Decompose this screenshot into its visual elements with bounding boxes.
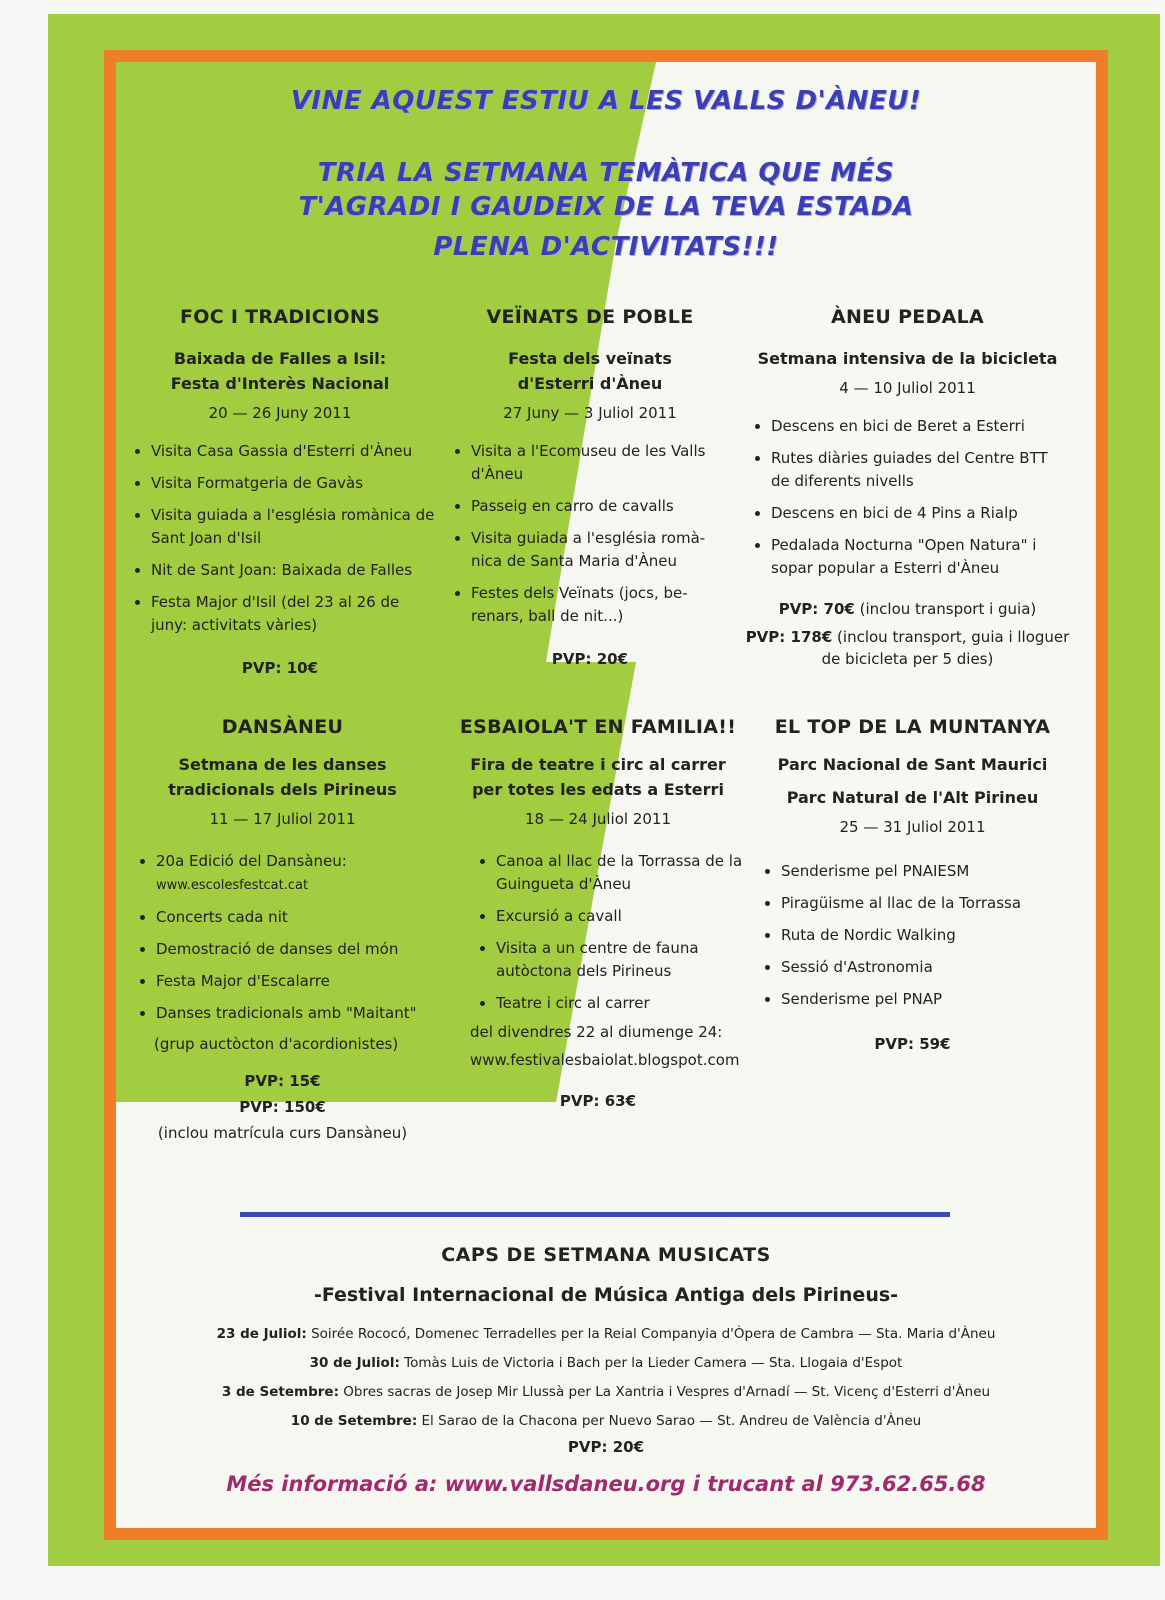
event-row — [116, 1378, 1096, 1407]
week-subtitle: Parc Natural de l'Alt Pirineu — [786, 788, 1039, 807]
list-item: • Danses tradicionals amb "Maitant" — [156, 1002, 435, 1025]
list-item: • Descens en bici de 4 Pins a Rialp — [771, 502, 1070, 525]
activity-list — [130, 850, 435, 1025]
list-item: • Festa Major d'Isil (del 23 al 26 de juny: activitats vàries) — [151, 591, 435, 637]
week-subtitle: Festa d'Interès Nacional — [170, 374, 390, 393]
week-aneu-pedala — [745, 306, 1070, 670]
event-text: Tomàs Luis de Victoria i Bach per la Lieder Camera — Sta. Llogaia d'Espot — [404, 1355, 903, 1371]
list-item: • Visita Casa Gassia d'Esterri d'Àneu — [151, 440, 435, 463]
event-text: El Sarao de la Chacona per Nuevo Sarao — St. Andreu de València d'Àneu — [421, 1413, 922, 1429]
section-heading: CAPS DE SETMANA MUSICATS — [441, 1244, 771, 1266]
headline-line-4: PLENA D'ACTIVITATS!!! — [433, 232, 779, 262]
price: PVP: 20€ — [567, 1438, 645, 1456]
week-subtitle: Festa dels veïnats — [508, 349, 672, 368]
section-subtitle: -Festival Internacional de Música Antiga dels Pirineus- — [313, 1284, 899, 1306]
price: PVP: 59€ — [874, 1035, 951, 1053]
event-date: 23 de Juliol: — [216, 1326, 307, 1342]
headline-line-1: VINE AQUEST ESTIU A LES VALLS D'ÀNEU! — [290, 86, 922, 116]
list-item: • Demostració de danses del món — [156, 938, 435, 961]
price: PVP: 15€ — [244, 1072, 321, 1090]
list-item: • Visita Formatgeria de Gavàs — [151, 472, 435, 495]
week-date: 11 — 17 Juliol 2011 — [209, 810, 356, 828]
list-item: • Festes dels Veïnats (jocs, be-renars, ball de nit...) — [471, 582, 735, 628]
week-subtitle: per totes les edats a Esterri — [472, 780, 724, 799]
week-veinats-de-poble — [445, 306, 735, 668]
section-divider — [240, 1212, 950, 1217]
event-date: 10 de Setembre: — [290, 1413, 418, 1429]
event-text: Obres sacras de Josep Mir Llussà per La Xantria i Vespres d'Arnadí — St. Vicenç d'Esterri d'Àneu — [343, 1384, 991, 1400]
week-heading: EL TOP DE LA MUNTANYA — [774, 716, 1051, 738]
week-subtitle: Fira de teatre i circ al carrer — [470, 755, 726, 774]
activity-list — [448, 850, 748, 1015]
week-el-top-de-la-muntanya — [755, 716, 1070, 1053]
headline-line-2: TRIA LA SETMANA TEMÀTICA QUE MÉS — [317, 158, 895, 188]
week-date: 25 — 31 Juliol 2011 — [839, 818, 986, 836]
week-dansaneu — [130, 716, 435, 1144]
list-item: • Excursió a cavall — [496, 905, 748, 928]
headline-line-3: T'AGRADI I GAUDEIX DE LA TEVA ESTADA — [298, 192, 914, 222]
more-info-line: Més informació a: www.vallsdaneu.org i trucant al 973.62.65.68 — [226, 1472, 986, 1496]
week-date: 4 — 10 Juliol 2011 — [839, 379, 976, 397]
price-description: (inclou transport i guia) — [859, 600, 1037, 618]
list-item: • Senderisme pel PNAIESM — [781, 860, 1070, 883]
price: PVP: 150€ — [239, 1098, 326, 1116]
list-item: • Visita guiada a l'església romà-nica de Santa Maria d'Àneu — [471, 527, 735, 573]
week-date: 18 — 24 Juliol 2011 — [524, 810, 672, 828]
week-subtitle: d'Esterri d'Àneu — [517, 374, 663, 393]
list-item: • Teatre i circ al carrer — [496, 992, 748, 1015]
list-note: (grup auctòcton d'acordionistes) — [154, 1035, 399, 1053]
price-description: (inclou transport, guia i lloguer de bicicleta per 5 dies) — [821, 628, 1070, 668]
price-option — [745, 598, 1070, 620]
list-item — [156, 850, 435, 897]
price: PVP: 10€ — [241, 659, 319, 677]
list-item: • Visita guiada a l'església romànica de Sant Joan d'Isil — [151, 504, 435, 550]
website-link[interactable]: www.escolesfestcat.cat — [156, 878, 309, 893]
week-subtitle: Setmana intensiva de la bicicleta — [757, 349, 1058, 368]
event-list — [116, 1320, 1096, 1436]
activity-list — [445, 440, 735, 628]
week-subtitle: Baixada de Falles a Isil: — [173, 349, 387, 368]
event-row — [116, 1320, 1096, 1349]
price: PVP: 20€ — [551, 650, 629, 668]
list-item: • Ruta de Nordic Walking — [781, 924, 1070, 947]
price-description: (inclou matrícula curs Dansàneu) — [157, 1124, 408, 1142]
activity-list — [125, 440, 435, 637]
list-item: • Rutes diàries guiades del Centre BTT de diferents nivells — [771, 447, 1070, 493]
week-heading: VEÏNATS DE POBLE — [486, 306, 694, 328]
week-subtitle: tradicionals dels Pirineus — [168, 780, 397, 799]
week-date: 20 — 26 Juny 2011 — [208, 404, 352, 422]
activity-list — [755, 860, 1070, 1011]
price: PVP: 70€ — [778, 600, 855, 618]
list-item: • Descens en bici de Beret a Esterri — [771, 415, 1070, 438]
week-date: 27 Juny — 3 Juliol 2011 — [503, 404, 677, 422]
list-item: • Passeig en carro de cavalls — [471, 495, 735, 518]
list-item: • Sessió d'Astronomia — [781, 956, 1070, 979]
list-item: • Canoa al llac de la Torrassa de la Guingueta d'Àneu — [496, 850, 748, 896]
website-link[interactable]: www.festivalesbaiolat.blogspot.com — [470, 1051, 740, 1069]
price: PVP: 178€ — [745, 628, 833, 646]
week-heading: DANSÀNEU — [221, 716, 344, 738]
list-item: • Nit de Sant Joan: Baixada de Falles — [151, 559, 435, 582]
list-item: • Senderisme pel PNAP — [781, 988, 1070, 1011]
caps-de-setmana-section — [116, 1244, 1096, 1456]
event-row — [116, 1407, 1096, 1436]
list-item: • Concerts cada nit — [156, 906, 435, 929]
week-esbaiolat-en-familia — [448, 716, 748, 1110]
list-item: • Pedalada Nocturna "Open Natura" i sopar popular a Esterri d'Àneu — [771, 534, 1070, 580]
price: PVP: 63€ — [559, 1092, 637, 1110]
week-foc-i-tradicions — [125, 306, 435, 677]
event-row — [116, 1349, 1096, 1378]
event-date: 30 de Juliol: — [309, 1355, 400, 1371]
event-text: Soirée Rococó, Domenec Terradelles per la Reial Companyia d'Òpera de Cambra — Sta. Maria d'Àneu — [311, 1326, 996, 1342]
event-date: 3 de Setembre: — [221, 1384, 339, 1400]
week-subtitle: Setmana de les danses — [178, 755, 387, 774]
price-option — [745, 626, 1070, 670]
list-note: del divendres 22 al diumenge 24: — [470, 1023, 723, 1041]
week-heading: ÀNEU PEDALA — [830, 306, 985, 328]
list-item: • Piragüisme al llac de la Torrassa — [781, 892, 1070, 915]
list-item-text: 20a Edició del Dansàneu: — [156, 852, 347, 870]
week-heading: ESBAIOLA'T EN FAMILIA!! — [459, 716, 737, 738]
week-subtitle: Parc Nacional de Sant Maurici — [777, 755, 1048, 774]
list-item: • Festa Major d'Escalarre — [156, 970, 435, 993]
week-heading: FOC I TRADICIONS — [179, 306, 381, 328]
activity-list — [745, 415, 1070, 580]
list-item: • Visita a l'Ecomuseu de les Valls d'Àneu — [471, 440, 735, 486]
list-item: • Visita a un centre de fauna autòctona dels Pirineus — [496, 937, 748, 983]
